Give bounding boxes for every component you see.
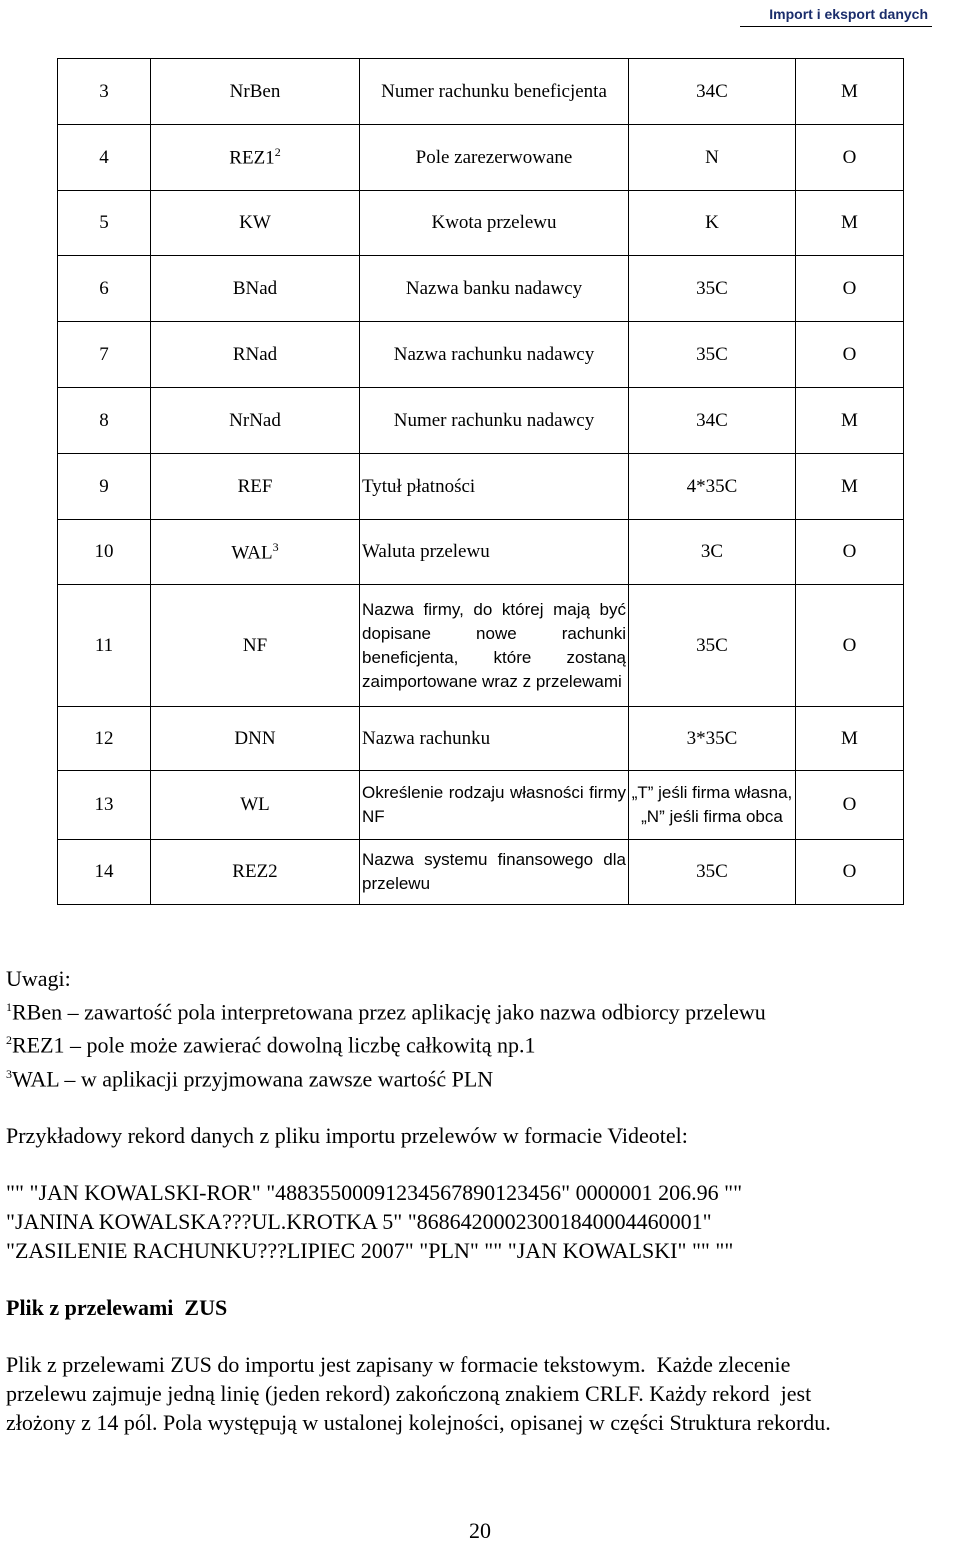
kod-text: REF [237,475,273,497]
note-marker: 2 [6,1033,12,1048]
cell-typ: 35C [629,322,796,388]
cell-status: M [796,388,904,454]
table-row [58,322,904,388]
cell-nr: 9 [58,454,151,520]
header-rule [740,26,932,27]
cell-nr: 13 [58,771,151,840]
cell-status: M [796,454,904,520]
notes-heading: Uwagi: [6,966,71,991]
cell-nr: 11 [58,585,151,707]
table-row [58,585,904,707]
cell-status: O [796,840,904,905]
cell-opis: Nazwa systemu finansowego dla przelewu [360,840,629,905]
cell-opis: Nazwa banku nadawcy [360,256,629,322]
cell-typ: 3C [629,520,796,585]
cell-nr: 3 [58,59,151,125]
table-row [58,454,904,520]
note-item [6,1060,956,1093]
cell-opis: Waluta przelewu [360,520,629,585]
cell-typ: 3*35C [629,707,796,771]
cell-nr: 7 [58,322,151,388]
table-row [58,707,904,771]
table-row [58,256,904,322]
cell-typ: 35C [629,840,796,905]
cell-typ: 35C [629,585,796,707]
example-record-line: "JANINA KOWALSKA???UL.KROTKA 5" "86864200023001840004460001" [6,1208,712,1234]
cell-typ: 35C [629,256,796,322]
header-title: Import i eksport danych [769,6,928,22]
kod-text: KW [239,212,271,233]
footnote-ref: 2 [274,145,281,160]
table-row [58,771,904,840]
cell-opis: Nazwa firmy, do której mają być dopisane nowe rachunki beneficjenta, które zostaną zaimportowane wraz z przelewami [360,585,629,707]
cell-nr: 8 [58,388,151,454]
cell-kod [151,454,360,520]
page-number: 20 [469,1518,491,1543]
cell-typ: 34C [629,59,796,125]
cell-kod [151,707,360,771]
kod-text: WL [240,794,270,815]
cell-kod [151,191,360,256]
cell-opis: Numer rachunku nadawcy [360,388,629,454]
cell-nr: 4 [58,125,151,191]
cell-status: O [796,520,904,585]
table-row [58,191,904,256]
cell-status: O [796,322,904,388]
example-record-line: "ZASILENIE RACHUNKU???LIPIEC 2007" "PLN" "" "JAN KOWALSKI" "" "" [6,1237,734,1263]
cell-opis: Nazwa rachunku nadawcy [360,322,629,388]
section-heading: Plik z przelewami ZUS [6,1294,228,1320]
cell-typ: 4*35C [629,454,796,520]
kod-text: NrBen [229,80,281,102]
table-row [58,388,904,454]
cell-status: M [796,59,904,125]
note-text: REZ1 – pole może zawierać dowolną liczbę całkowitą np.1 [12,1032,536,1058]
table-row [58,125,904,191]
cell-opis: Określenie rodzaju własności firmy NF [360,771,629,840]
table-row [58,840,904,905]
cell-kod [151,585,360,707]
table-row [58,520,904,585]
cell-kod [151,771,360,840]
page-header [0,0,960,32]
cell-kod [151,840,360,905]
cell-typ: 34C [629,388,796,454]
kod-text: REZ2 [232,861,278,882]
note-marker: 1 [6,1000,12,1014]
cell-opis: Pole zarezerwowane [360,125,629,191]
kod-text: REZ1 [229,147,275,169]
cell-status: M [796,191,904,256]
cell-status: O [796,585,904,707]
section-paragraph-line: przelewu zajmuje jedną linię (jeden rekord) zakończoną znakiem CRLF. Każdy rekord jest [6,1380,812,1406]
example-intro: Przykładowy rekord danych z pliku importu przelewów w formacie Videotel: [6,1122,688,1148]
kod-text: WAL [231,542,273,564]
cell-status: M [796,707,904,771]
cell-status: O [796,125,904,191]
footnote-ref: 3 [272,539,279,554]
kod-text: NF [242,634,268,656]
cell-opis: Tytuł płatności [360,454,629,520]
cell-nr: 10 [58,520,151,585]
kod-text: NrNad [229,409,281,431]
note-marker: 3 [6,1066,12,1081]
note-text: RBen – zawartość pola interpretowana przez aplikację jako nazwa odbiorcy przelewu [12,999,766,1025]
cell-nr: 5 [58,191,151,256]
kod-text: RNad [232,343,278,365]
cell-kod [151,125,360,191]
cell-status: O [796,256,904,322]
cell-status: O [796,771,904,840]
section-paragraph-line: złożony z 14 pól. Pola występują w ustalonej kolejności, opisanej w części Struktura rekordu. [6,1409,831,1435]
cell-kod [151,59,360,125]
cell-typ: K [629,191,796,256]
cell-kod [151,520,360,585]
cell-typ: N [629,125,796,191]
example-record-line: "" "JAN KOWALSKI-ROR" "48835500091234567890123456" 0000001 206.96 "" [6,1179,743,1205]
kod-text: DNN [234,727,276,749]
table-row [58,59,904,125]
cell-kod [151,322,360,388]
cell-kod [151,388,360,454]
notes-section [6,964,956,1437]
field-spec-table [57,58,904,905]
kod-text: BNad [232,277,278,299]
cell-kod [151,256,360,322]
cell-nr: 14 [58,840,151,905]
note-item [6,993,956,1026]
cell-typ: „T” jeśli firma własna, „N” jeśli firma obca [629,771,796,840]
cell-opis: Nazwa rachunku [360,707,629,771]
note-item [6,1026,956,1059]
section-paragraph-line: Plik z przelewami ZUS do importu jest zapisany w formacie tekstowym. Każde zlecenie [6,1351,791,1377]
cell-opis: Numer rachunku beneficjenta [360,59,629,125]
cell-nr: 12 [58,707,151,771]
cell-nr: 6 [58,256,151,322]
cell-opis: Kwota przelewu [360,191,629,256]
note-text: WAL – w aplikacji przyjmowana zawsze wartość PLN [12,1065,494,1091]
